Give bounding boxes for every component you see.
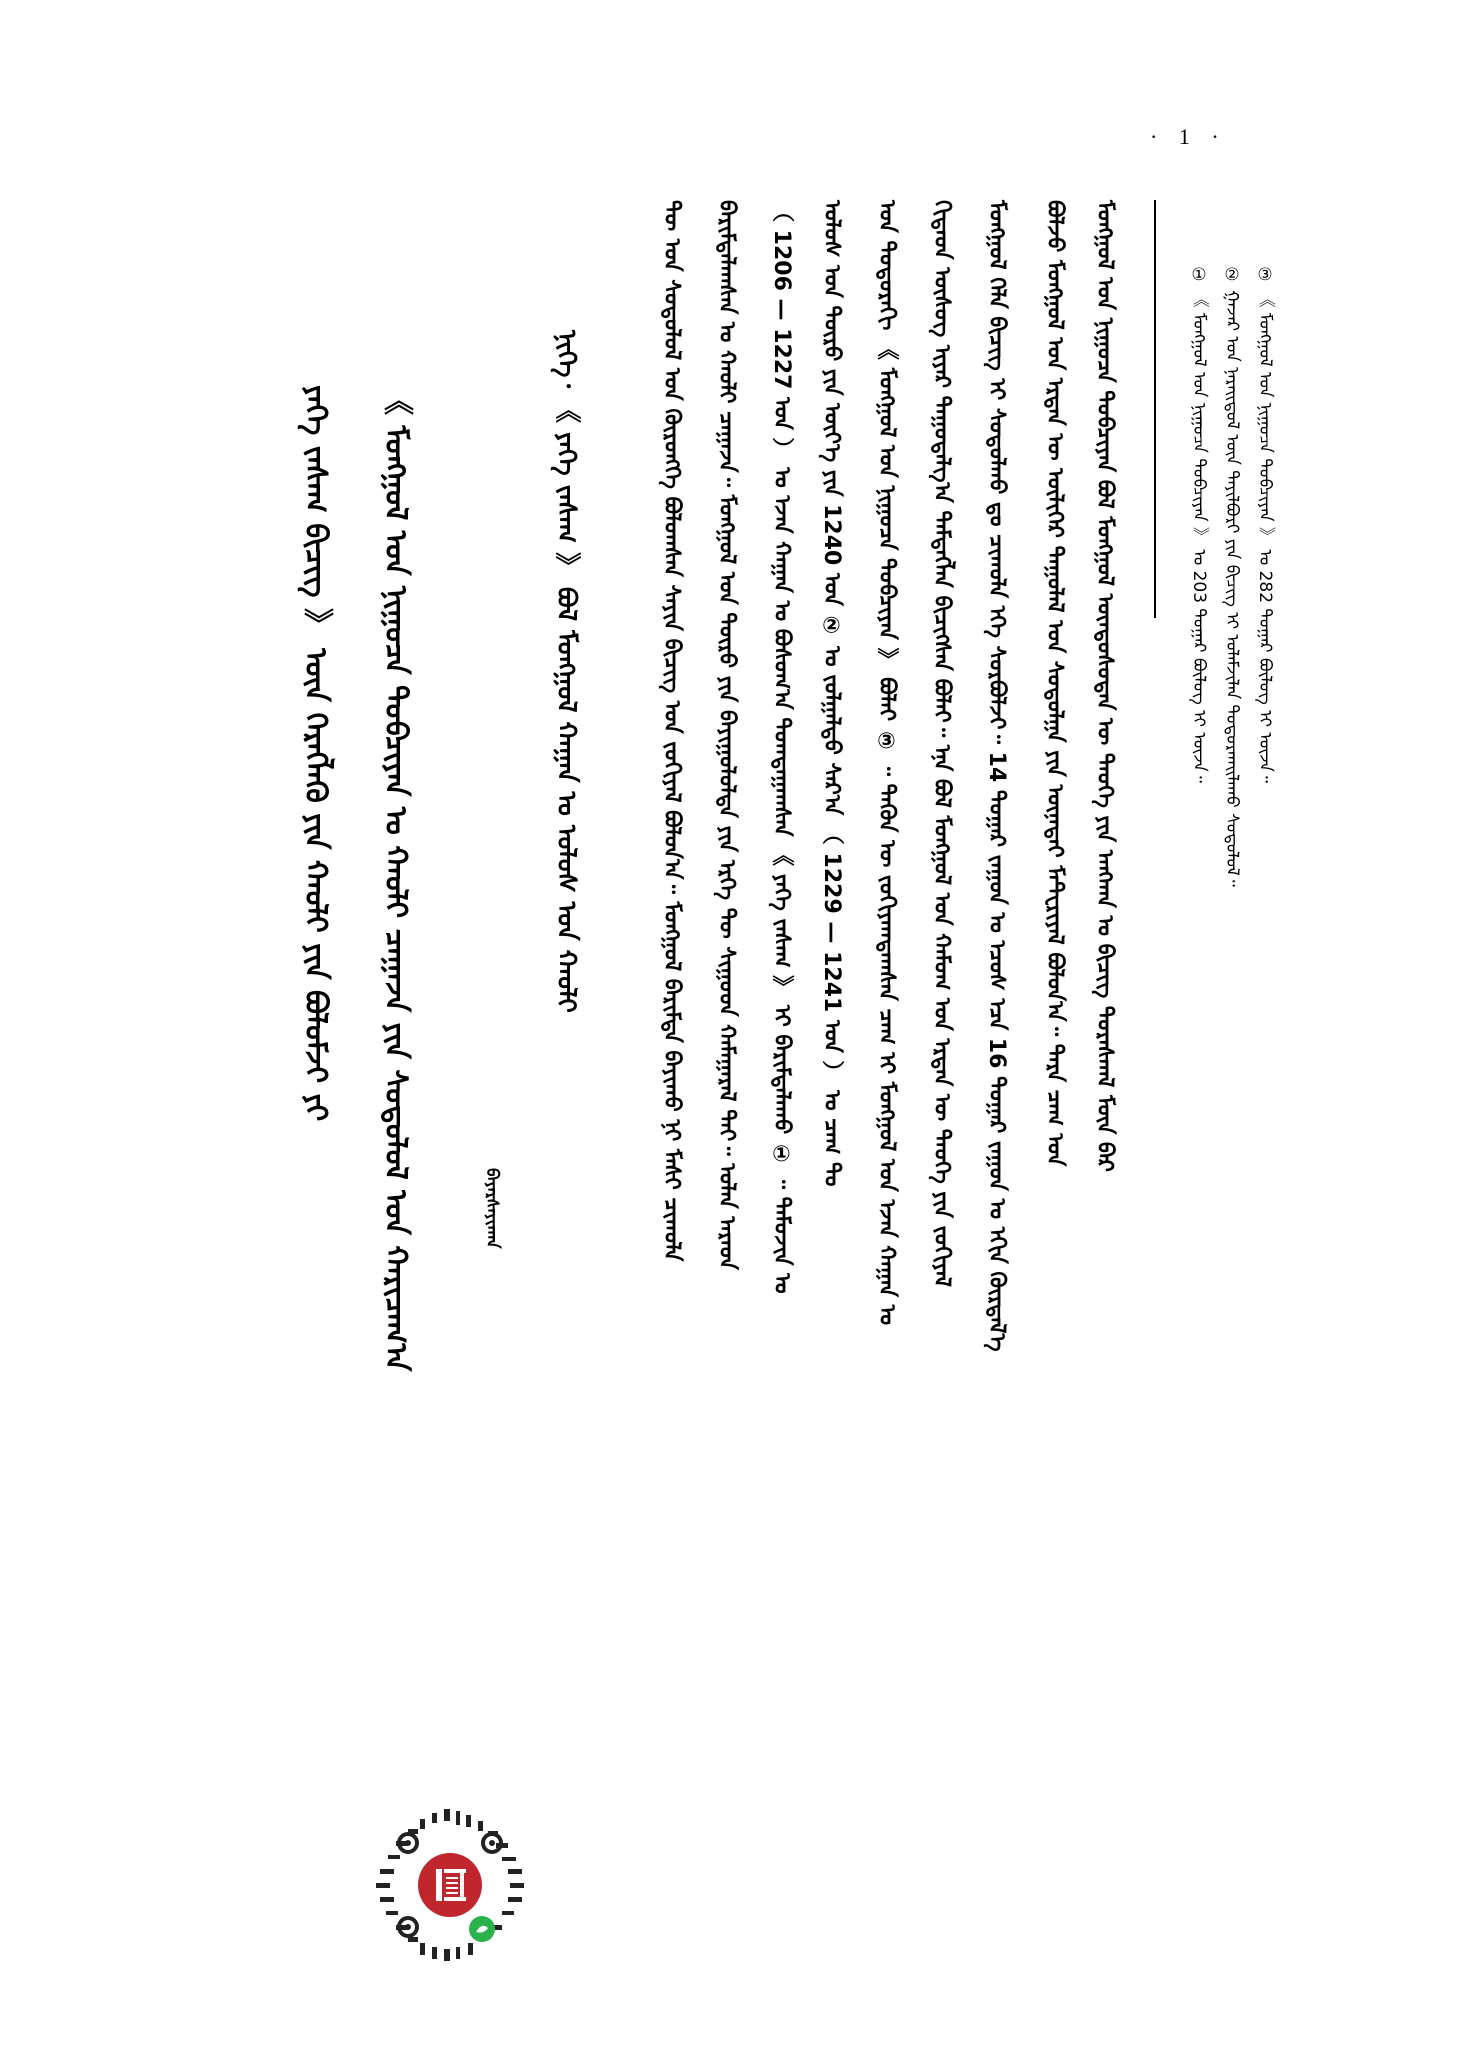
body-column: ᠪᠣᠯᠵᠤ ᠮᠣᠩᠭᠣᠯ ᠤᠨ ᠡᠷᠲᠡᠨ ᠦ ᠦᠯᠢᠭᠡᠷ ᠳᠠᠭᠤᠯᠠᠯ ᠤᠨ ᠰᠤᠳᠤᠯᠭᠠ ᠶᠢᠨ ᠦᠨᠡᠲᠡᠢ ᠮᠠᠲ᠋ᠧᠷᠢᠶᠠᠯ ᠪᠣᠯᠤᠨ᠎ᠠ᠃ ᠲᠡᠷᠡ ᠴᠠᠭ ᠤᠨ — [1042, 200, 1067, 1167]
footnote-3: ③ 《 ᠮᠣᠩᠭᠣᠯ ᠤᠨ ᠨᠢᠭᠤᠴᠠ ᠲᠣᠪᠴᠢᠶᠠᠨ 》 ᠤ 282 ᠳᠤᠭᠠᠷ ᠪᠦᠯᠦᠭ ᠢ ᠦᠵᠡ᠃ — [1255, 265, 1275, 783]
footnote-1: ① 《 ᠮᠣᠩᠭᠣᠯ ᠤᠨ ᠨᠢᠭᠤᠴᠠ ᠲᠣᠪᠴᠢᠶᠠᠨ 》 ᠤ 203 ᠳᠤᠭᠠᠷ ᠪᠦᠯᠦᠭ ᠢ ᠦᠵᠡ᠃ — [1189, 265, 1209, 783]
body-column: ᠮᠣᠩᠭᠣᠯ ᠤᠨ ᠨᠢᠭᠤᠴᠠ ᠲᠣᠪᠴᠢᠶᠠᠨ ᠪᠣᠯ ᠮᠣᠩᠭᠣᠯ ᠦᠨᠳᠦᠰᠦᠲᠡᠨ ᠦ ᠲᠡᠦᠬᠡ ᠶᠢᠨ ᠠᠩᠬᠠᠨ ᠤ ᠪᠢᠴᠢᠭ᠌ ᠳᠤᠷᠠᠰᠬᠠᠯ ᠮᠥᠨ ᠪᠠᠷ — [1092, 200, 1117, 1172]
book-logo-icon — [418, 1853, 482, 1917]
page-number: · 1 · — [1150, 124, 1227, 149]
author-name: ᠪᠠᠶᠠᠷᠰᠠᠶᠢᠬᠠᠨ — [482, 1168, 502, 1249]
body-column: ᠬᠢᠲᠠᠳ ᠦᠰᠦᠭ ᠢᠶᠡᠷ ᠳᠠᠭᠤᠳᠠᠯᠭ᠎ᠠ ᠲᠡᠮᠳᠡᠭᠯᠡᠨ ᠪᠢᠴᠢᠭᠰᠡᠨ ᠪᠣᠯᠠᠢ᠃ ᠡᠨᠡ ᠪᠣᠯ ᠮᠣᠩᠭᠣᠯ ᠤᠨ ᠬᠠᠮᠤᠭ ᠤᠨ ᠡᠷᠲᠡᠨ ᠦ ᠲᠡᠦᠬᠡ ᠶᠢᠨ ᠵᠣᠬᠢᠶᠠᠯ — [929, 200, 954, 1287]
section-heading: ᠨᠢᠭᠡ᠂ 《 ᠶᠡᠬᠡ ᠵᠠᠰᠠᠭ 》 ᠪᠣᠯ ᠮᠣᠩᠭᠣᠯ ᠬᠠᠭᠠᠨ ᠤ ᠤᠯᠤᠰ ᠤᠨ ᠬᠠᠤᠯᠢ — [551, 330, 581, 1013]
footnote-divider — [1154, 200, 1156, 618]
page-title-line-1: 《 ᠮᠣᠩᠭᠣᠯ ᠤᠨ ᠨᠢᠭᠤᠴᠠ ᠲᠣᠪᠴᠢᠶᠠᠨ ᠤ ᠬᠠᠤᠯᠢ ᠴᠠᠭᠠᠵᠠ ᠶᠢᠨ ᠰᠤᠳᠤᠯᠤᠯ ᠤᠨ ᠬᠠᠷᠢᠴᠠᠭ᠎ᠠ — [378, 385, 413, 1372]
footnote-2: ② ᠭᠠᠵᠠᠷ ᠤᠨ ᠨᠡᠷᠡᠢᠳᠦᠯ ᠦᠨ ᠲᠠᠶᠢᠯᠪᠤᠷᠢ ᠶᠢᠨ ᠪᠢᠴᠢᠭ ᠢ ᠤᠯᠠᠮᠵᠢᠯᠠᠨ ᠲᠣᠳᠣᠷᠬᠠᠢᠯᠠᠬᠤ ᠰᠤᠳᠤᠯᠤᠯ᠃ — [1222, 265, 1242, 887]
body-column: （ 1206 — 1227 ᠣᠨ ） ᠤ ᠡᠵᠡᠨ ᠬᠠᠭᠠᠨ ᠤ ᠪᠣᠰᠣᠭ᠎ᠠ ᠲᠣᠭᠲᠠᠭᠠᠭᠰᠠᠨ 《 ᠶᠡᠬᠡ ᠵᠠᠰᠠᠭ 》 ᠢ ᠪᠠᠷᠢᠮᠲᠠᠯᠠᠬᠤ ① ᠃ ᠲᠡᠮᠦᠵᠢᠨ ᠤ — [769, 200, 794, 1294]
body-column: ᠲᠦ ᠤᠨ ᠰᠤᠳᠤᠯᠤᠯ ᠤᠨ ᠬᠥᠷᠥᠩᠭᠡ ᠪᠣᠯᠤᠭᠰᠠᠨ ᠰᠠᠶᠢᠨ ᠪᠢᠴᠢᠭ᠌ ᠤᠨ ᠵᠣᠬᠢᠶᠠᠯ ᠪᠣᠯᠤᠨ᠎ᠠ᠃ ᠮᠣᠩᠭᠣᠯ ᠪᠠᠷᠢᠮᠲᠠ ᠪᠠᠶᠢᠬᠤ ᠨᠢ ᠮᠠᠰᠢ ᠴᠢᠬᠤᠯᠠ — [659, 200, 684, 1262]
body-column: ᠪᠠᠷᠢᠮᠲᠠᠯᠠᠭᠰᠠᠨ ᠤ ᠬᠠᠤᠯᠢ ᠴᠠᠭᠠᠵᠠ᠃ ᠮᠣᠩᠭᠣᠯ ᠤᠨ ᠲᠥᠷᠦ ᠶᠢᠨ ᠪᠠᠶᠢᠭᠤᠯᠤᠯᠲᠠ ᠶᠢᠨ ᠡᠷᠬᠡ ᠲᠦ ᠰᠢᠭᠤᠳ ᠬᠠᠮᠠᠭᠠᠷᠠᠯ ᠲᠠᠢ᠃ ᠣᠯᠠᠨ ᠠᠷᠠᠳ — [714, 200, 739, 1270]
body-column: ᠤᠨ ᠳᠣᠲᠣᠷᠠᠬᠢ 《 ᠮᠣᠩᠭᠣᠯ ᠤᠨ ᠨᠢᠭᠤᠴᠠ ᠲᠣᠪᠴᠢᠶᠠᠨ 》 ᠪᠣᠯᠠᠢ ③ ᠃ ᠲᠡᠭᠦᠨ ᠦ ᠵᠣᠬᠢᠶᠠᠭᠳᠠᠭᠰᠠᠨ ᠴᠠᠭ ᠢ ᠮᠣᠩᠭᠣᠯ ᠤᠨ ᠡᠵᠡᠨ ᠬᠠᠭᠠᠨ ᠤ — [874, 200, 899, 1326]
body-column: ᠮᠣᠩᠭᠣᠯ ᠬᠡᠯᠡ ᠪᠢᠴᠢᠭ᠌ ᠢ ᠰᠤᠳᠤᠯᠬᠤ ᠳᠤ ᠴᠢᠬᠤᠯᠠ ᠡᠬᠡ ᠰᠤᠷᠪᠤᠯᠵᠢ᠃ 14 ᠳᠤᠭᠠᠷ ᠵᠠᠭᠤᠨ ᠤ ᠡᠴᠦᠰ ᠡᠴᠡ 16 ᠳᠤᠭᠠᠷ ᠵᠠᠭᠤᠨ ᠤ ᠡᠬᠢᠨ ᠬᠦᠷᠲᠡᠯ᠎ᠡ — [984, 200, 1009, 1352]
page-title-line-2: ᠶᠡᠬᠡ ᠵᠠᠰᠠᠭ ᠪᠢᠴᠢᠭ 》 ᠦᠨ ᠬᠡᠷᠡᠭᠯᠡᠬᠦ ᠶᠢᠨ ᠬᠠᠤᠯᠢ ᠶᠢᠨ ᠪᠣᠯᠣᠮᠵᠢ ᠶᠢ — [298, 385, 333, 1122]
qr-code-icon — [370, 1805, 530, 1965]
body-column: ᠤᠯᠤᠰ ᠤᠨ ᠲᠥᠷᠦ ᠶᠢᠨ ᠦᠶ᠎ᠡ ᠶᠢᠨ 1240 ᠣᠨ ② ᠤ ᠵᠣᠯᠭᠠᠯᠲᠤ ᠰᠠᠷ᠎ᠠ （ 1229 — 1241 ᠣᠨ ） ᠤ ᠴᠠᠭ ᠲᠤ — [819, 200, 844, 1187]
